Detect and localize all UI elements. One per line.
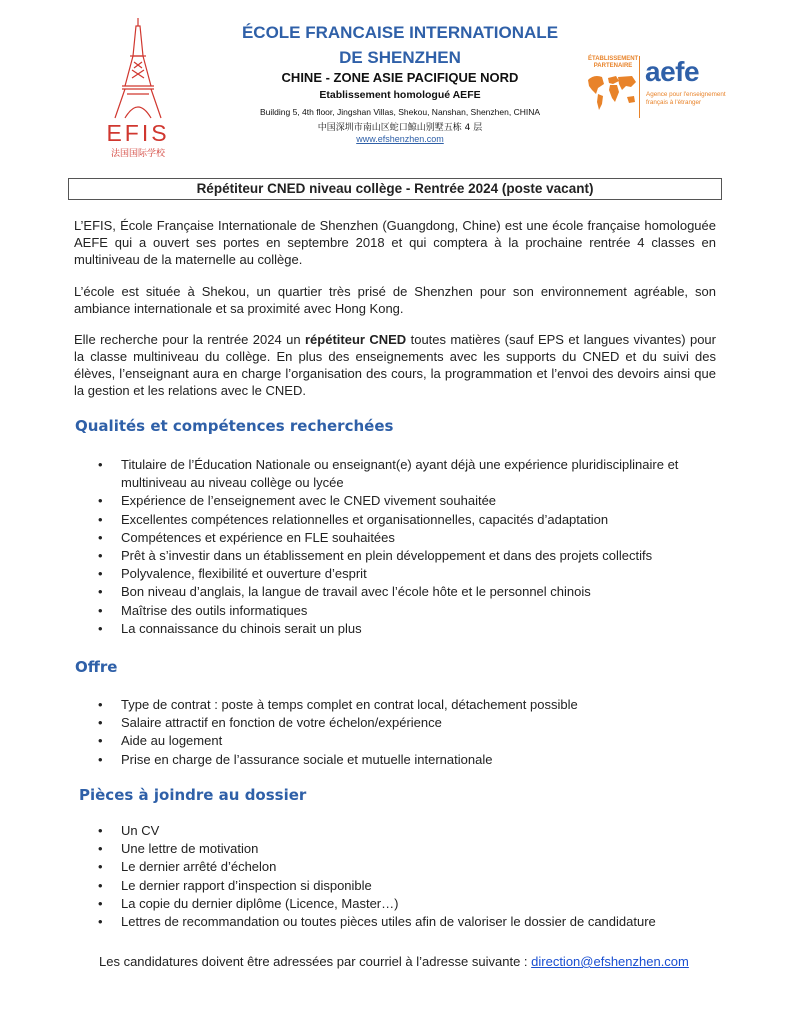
- list-item: • La connaissance du chinois serait un plus: [98, 620, 718, 638]
- list-item: • Un CV: [98, 822, 718, 840]
- application-instructions: [99, 954, 689, 969]
- school-name-line1: ÉCOLE FRANCAISE INTERNATIONALE: [241, 23, 559, 42]
- offre-heading: Offre: [75, 658, 118, 676]
- qualites-heading: Qualités et compétences recherchées: [75, 417, 394, 435]
- list-item: • Prise en charge de l’assurance sociale et mutuelle internationale: [98, 751, 718, 769]
- pieces-heading: Pièces à joindre au dossier: [79, 786, 307, 804]
- list-item: • Titulaire de l’Éducation Nationale ou enseignant(e) ayant déjà une expérience pluridisciplinaire et multiniveau au niveau collège ou lycée: [98, 456, 718, 492]
- homologue-label: Etablissement homologué AEFE: [319, 89, 481, 101]
- intro-p3-after: toutes matières (sauf EPS et langues vivantes) pour la classe multiniveau du collège. En plus des enseignements avec les supports du CNED et du suivi des élèves, l’enseignant aura en charge l’organisation des cours, la programmation et l’envoi des devoirs ainsi que la gestion et les relations avec le CNED.: [74, 332, 716, 398]
- application-email-link[interactable]: direction@efshenzhen.com: [531, 954, 689, 969]
- intro-paragraph-2: L’école est située à Shekou, un quartier très prisé de Shenzhen pour son environnement agréable, son ambiance internationale et sa proximité avec Hong Kong.: [74, 284, 716, 316]
- school-address-chinese: 中国深圳市南山区蛇口鲸山别墅五栋 4 层: [317, 123, 483, 133]
- job-title: Répétiteur CNED niveau collège - Rentrée 2024 (poste vacant): [68, 178, 722, 200]
- aefe-logo: [586, 54, 726, 126]
- efis-logo: [103, 16, 173, 159]
- application-text: Les candidatures doivent être adressées par courriel à l’adresse suivante :: [99, 954, 532, 969]
- list-item: • Une lettre de motivation: [98, 840, 718, 858]
- intro-p3-before: Elle recherche pour la rentrée 2024 un: [74, 332, 305, 347]
- aefe-partner-label: ÉTABLISSEMENT PARTENAIRE: [588, 56, 639, 69]
- intro-paragraph-1: L’EFIS, École Française Internationale de Shenzhen (Guangdong, Chine) est une école française homologuée AEFE qui a ouvert ses portes en septembre 2018 et qui comptera à la prochaine rentrée 4 classes en multiniveau de la maternelle au collège.: [74, 218, 716, 267]
- list-item: • Aide au logement: [98, 732, 718, 750]
- eiffel-tower-icon: [103, 16, 173, 120]
- list-item: • Maîtrise des outils informatiques: [98, 602, 718, 620]
- list-item: • Salaire attractif en fonction de votre échelon/expérience: [98, 714, 718, 732]
- list-item: • Type de contrat : poste à temps complet en contrat local, détachement possible: [98, 696, 718, 714]
- list-item: • Le dernier rapport d’inspection si disponible: [98, 877, 718, 895]
- school-address: Building 5, 4th floor, Jingshan Villas, Shekou, Nanshan, Shenzhen, CHINA: [259, 107, 541, 117]
- aefe-divider: [639, 56, 640, 118]
- aefe-agency-label: Agence pour l'enseignement français à l'étranger: [646, 91, 726, 106]
- efis-logo-text: EFIS: [106, 120, 170, 146]
- school-name: [180, 20, 620, 70]
- list-item: • Compétences et expérience en FLE souhaitées: [98, 529, 718, 547]
- list-item: • Prêt à s’investir dans un établissement en plein développement et dans des projets collectifs: [98, 547, 718, 565]
- efis-logo-chinese: 法国国际学校: [110, 149, 165, 159]
- world-map-icon: [586, 72, 638, 112]
- aefe-wordmark: aefe: [645, 56, 700, 87]
- list-item: • La copie du dernier diplôme (Licence, Master…): [98, 895, 718, 913]
- offre-list: [98, 696, 718, 769]
- list-item: • Bon niveau d’anglais, la langue de travail avec l’école hôte et le personnel chinois: [98, 583, 718, 601]
- pieces-list: [98, 822, 718, 931]
- list-item: • Le dernier arrêté d’échelon: [98, 858, 718, 876]
- intro-paragraph-3: [74, 331, 716, 399]
- region-label: CHINE - ZONE ASIE PACIFIQUE NORD: [281, 70, 519, 85]
- school-name-line2: DE SHENZHEN: [339, 48, 461, 67]
- list-item: • Lettres de recommandation ou toutes pièces utiles afin de valoriser le dossier de candidature: [98, 913, 718, 931]
- list-item: • Expérience de l’enseignement avec le CNED vivement souhaitée: [98, 492, 718, 510]
- qualites-list: [98, 456, 718, 638]
- list-item: • Polyvalence, flexibilité et ouverture d’esprit: [98, 565, 718, 583]
- intro-p3-bold: répétiteur CNED: [305, 332, 407, 347]
- school-website-link[interactable]: www.efshenzhen.com: [356, 134, 444, 144]
- list-item: • Excellentes compétences relationnelles et organisationnelles, capacités d’adaptation: [98, 511, 718, 529]
